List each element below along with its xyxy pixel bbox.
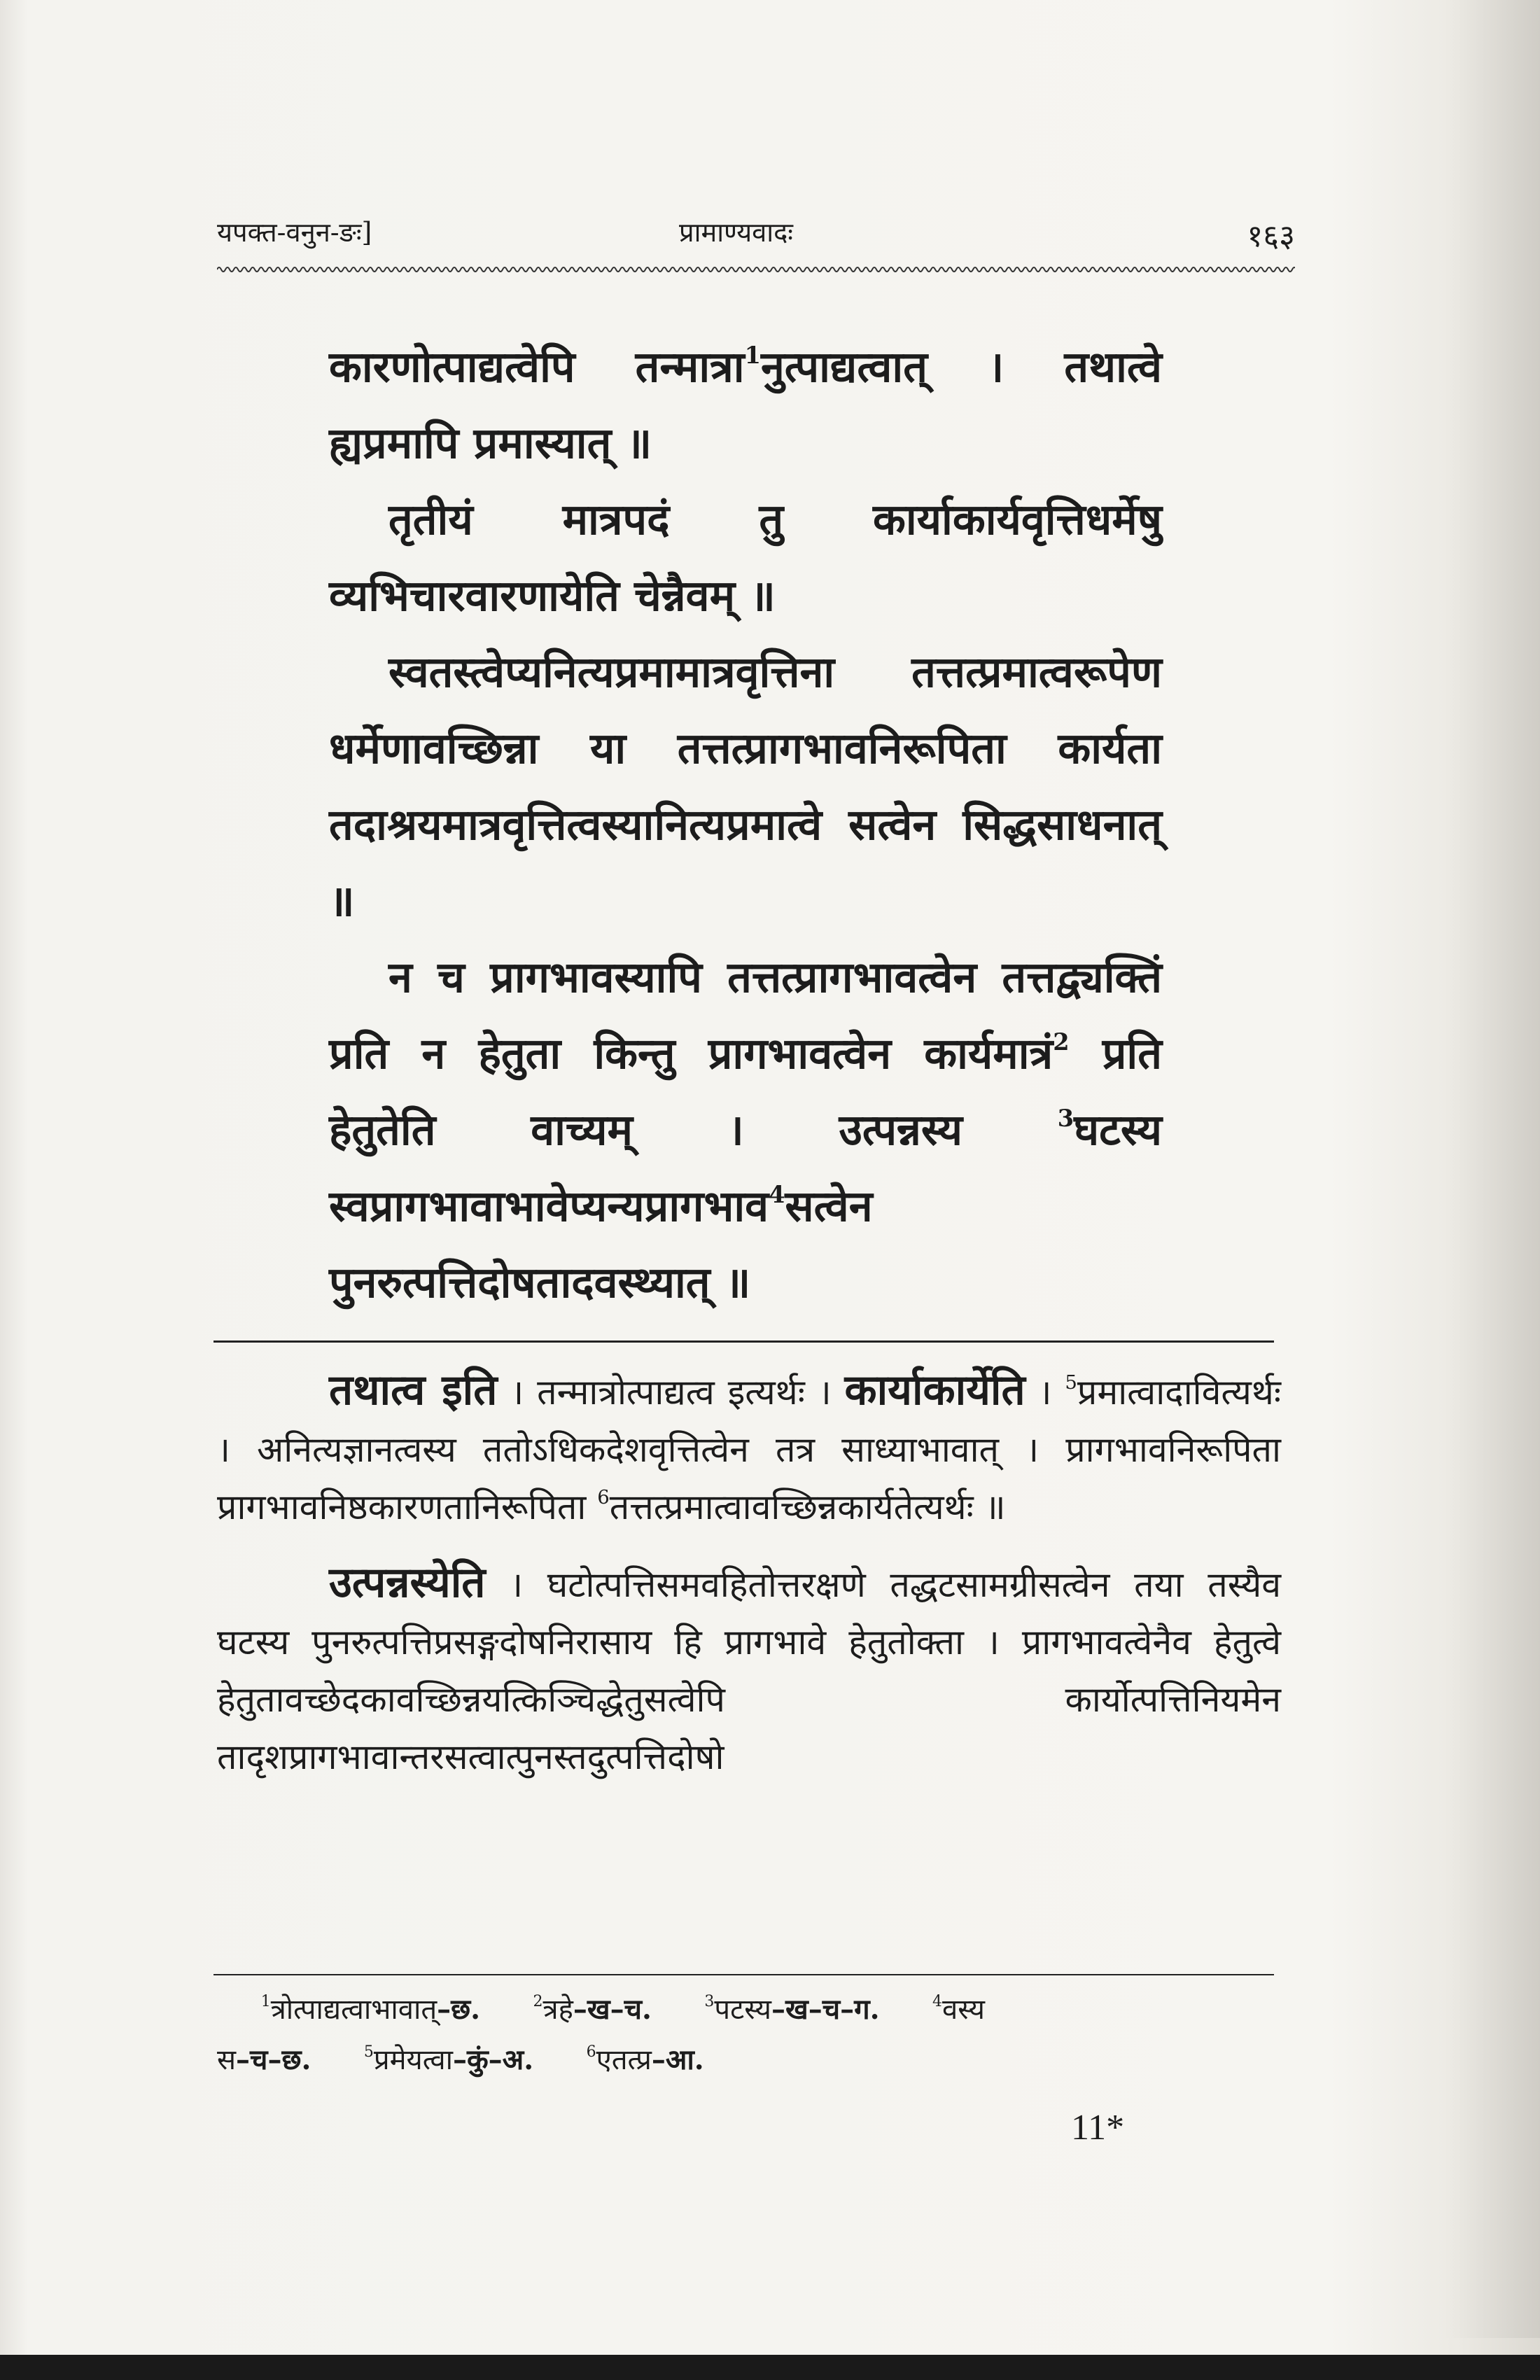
scan-bottom-edge (0, 2355, 1540, 2380)
running-header (217, 214, 1295, 262)
page-edge-shadow (1442, 0, 1540, 2338)
lemma: तथात्व इति (329, 1366, 498, 1415)
lemma: कार्याकार्येति (844, 1366, 1026, 1415)
root-paragraph-1: कारणोत्पाद्यत्वेपि तन्मात्रा$^1$नुत्पाद्यत्वात् । तथात्वे ह्यप्रमापि प्रमास्यात् ॥ (329, 340, 1162, 468)
header-title: प्रामाण्यवादः (679, 217, 793, 248)
footnote-ref: 2 (1053, 1027, 1070, 1056)
signature-mark: 11* (1071, 2108, 1125, 2148)
section-divider (214, 1340, 1274, 1343)
footnote-ref: 5 (1065, 1371, 1077, 1394)
footnotes (217, 1984, 1281, 2085)
root-text (329, 329, 1162, 1321)
root-paragraph-4: न च प्रागभावस्यापि तत्तत्प्रागभावत्वेन तत्तद्व्यक्तिं प्रति न हेतुता किन्तु प्रागभावत्वेन कार्यमात्रं$^2$ प्रति हेतुतेति वाच्यम् । उत्पन्नस्य $^3$घटस्य स्वप्रागभावाभावेप्यन्यप्रागभाव$^4$सत्वेन पुनरुत्पत्तिदोषतादवस्थ्यात् ॥ (329, 953, 1162, 1308)
page-number: १६३ (1247, 218, 1295, 254)
footnote-line-2: स–च–छ. $^5$प्रमेयत्वा–कुं–अ. $^6$एतत्प्र–आ. (217, 2043, 704, 2076)
commentary (217, 1362, 1281, 1804)
footnote-line-1: $^1$त्रोत्पाद्यत्वाभावात्–छ. $^2$त्रहे–ख–च. $^3$पटस्य–ख–च–ग. $^4$वस्य (260, 1993, 985, 2026)
root-paragraph-3: स्वतस्त्वेप्यनित्यप्रमामात्रवृत्तिना तत्तत्प्रमात्वरूपेण धर्मेणावच्छिन्ना या तत्तत्प्रागभावनिरूपिता कार्यता तदाश्रयमात्रवृत्तित्वस्यानित्यप्रमात्वे सत्वेन सिद्धसाधनात् ॥ (329, 648, 1162, 926)
footnote-divider (214, 1974, 1274, 1975)
footnote-ref: 3 (1057, 1103, 1074, 1132)
lemma: उत्पन्नस्येति (329, 1558, 486, 1607)
header-wavy-rule (217, 262, 1295, 276)
commentary-paragraph-2: उत्पन्नस्येति । घटोत्पत्तिसमवहितोत्तरक्षणे तद्धटसामग्रीसत्वेन तया तस्यैव घटस्य पुनरुत्पत्तिप्रसङ्गदोषनिरासाय हि प्रागभावे हेतुतोक्ता । प्रागभावत्वेनैव हेतुत्वे हेतुतावच्छेदकावच्छिन्नयत्किञ्चिद्धेतुसत्वेपि कार्योत्पत्तिनियमेन तादृशप्रागभावान्तरसत्वात्पुनस्तदुत्पत्तिदोषो (217, 1558, 1281, 1777)
root-paragraph-2: तृतीयं मात्रपदं तु कार्याकार्यवृत्तिधर्मेषु व्यभिचारवारणायेति चेन्नैवम् ॥ (329, 495, 1162, 621)
header-left: यपक्त-वनुन-ङः] (217, 217, 372, 248)
footnote-ref: 6 (597, 1486, 610, 1509)
footnote-ref: 1 (744, 340, 761, 369)
commentary-paragraph-1: तथात्व इति । तन्मात्रोत्पाद्यत्व इत्यर्थः । कार्याकार्येति । $^5$प्रमात्वादावित्यर्थः । अनित्यज्ञानत्वस्य ततोऽधिकदेशवृत्तित्वेन तत्र साध्याभावात् । प्रागभावनिरूपिता प्रागभावनिष्ठकारणतानिरूपिता $^6$तत्तत्प्रमात्वावच्छिन्नकार्यतेत्यर्थः ॥ (217, 1366, 1281, 1527)
footnote-ref: 4 (769, 1180, 785, 1208)
